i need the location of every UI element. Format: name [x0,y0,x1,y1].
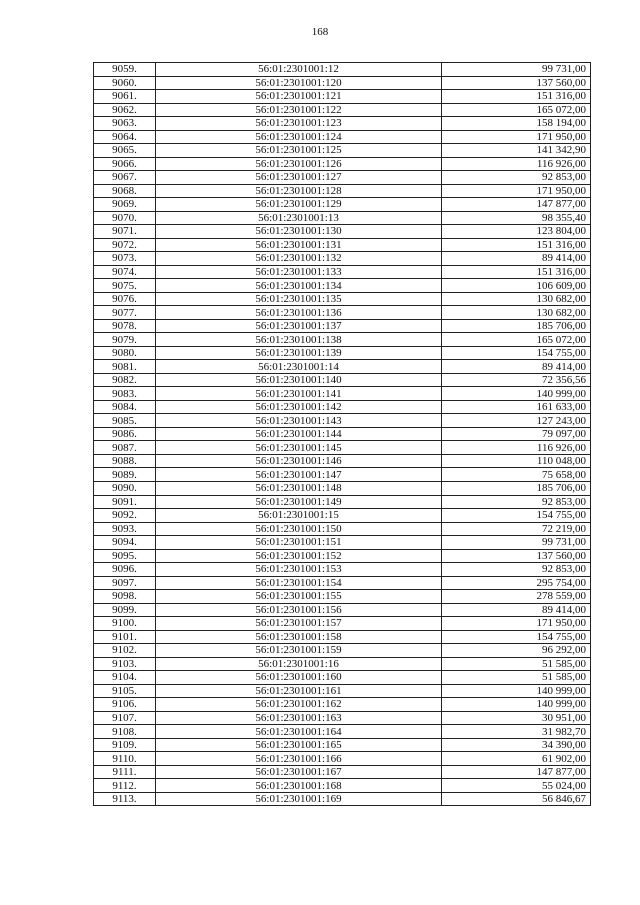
table-row [94,563,591,577]
cadastral-number-cell: 56:01:2301001:134 [156,279,442,293]
value-cell: 185 706,00 [442,481,591,495]
row-number-cell: 9091. [94,495,156,509]
row-number-cell: 9107. [94,711,156,725]
value-cell: 79 097,00 [442,427,591,441]
cadastral-number-cell: 56:01:2301001:152 [156,549,442,563]
value-cell: 110 048,00 [442,454,591,468]
table-row [94,644,591,658]
cadastral-number-cell: 56:01:2301001:131 [156,238,442,252]
value-cell: 137 560,00 [442,76,591,90]
table-row [94,292,591,306]
cadastral-number-cell: 56:01:2301001:16 [156,657,442,671]
value-cell: 278 559,00 [442,590,591,604]
value-cell: 96 292,00 [442,644,591,658]
value-cell: 56 846,67 [442,792,591,806]
table-row [94,441,591,455]
cadastral-number-cell: 56:01:2301001:165 [156,738,442,752]
row-number-cell: 9086. [94,427,156,441]
table-row [94,481,591,495]
row-number-cell: 9089. [94,468,156,482]
table-row [94,400,591,414]
value-cell: 171 950,00 [442,184,591,198]
value-cell: 51 585,00 [442,671,591,685]
row-number-cell: 9074. [94,265,156,279]
value-cell: 165 072,00 [442,333,591,347]
row-number-cell: 9065. [94,144,156,158]
table-row [94,265,591,279]
value-cell: 154 755,00 [442,509,591,523]
row-number-cell: 9066. [94,157,156,171]
cadastral-number-cell: 56:01:2301001:12 [156,63,442,77]
table-row [94,387,591,401]
cadastral-number-cell: 56:01:2301001:156 [156,603,442,617]
row-number-cell: 9076. [94,292,156,306]
cadastral-number-cell: 56:01:2301001:133 [156,265,442,279]
cadastral-number-cell: 56:01:2301001:163 [156,711,442,725]
table-row [94,76,591,90]
table-row [94,130,591,144]
cadastral-number-cell: 56:01:2301001:166 [156,752,442,766]
value-cell: 147 877,00 [442,765,591,779]
table-row [94,549,591,563]
row-number-cell: 9062. [94,103,156,117]
table-row [94,711,591,725]
row-number-cell: 9072. [94,238,156,252]
table-row [94,779,591,793]
table-row [94,765,591,779]
row-number-cell: 9090. [94,481,156,495]
cadastral-number-cell: 56:01:2301001:136 [156,306,442,320]
cadastral-table [93,62,591,806]
cadastral-number-cell: 56:01:2301001:151 [156,536,442,550]
cadastral-number-cell: 56:01:2301001:161 [156,684,442,698]
value-cell: 130 682,00 [442,306,591,320]
value-cell: 72 219,00 [442,522,591,536]
value-cell: 99 731,00 [442,63,591,77]
cadastral-number-cell: 56:01:2301001:147 [156,468,442,482]
row-number-cell: 9101. [94,630,156,644]
table-row [94,725,591,739]
row-number-cell: 9081. [94,360,156,374]
row-number-cell: 9087. [94,441,156,455]
value-cell: 161 633,00 [442,400,591,414]
table-row [94,157,591,171]
cadastral-number-cell: 56:01:2301001:155 [156,590,442,604]
cadastral-number-cell: 56:01:2301001:15 [156,509,442,523]
table-row [94,360,591,374]
value-cell: 165 072,00 [442,103,591,117]
cadastral-number-cell: 56:01:2301001:167 [156,765,442,779]
row-number-cell: 9077. [94,306,156,320]
cadastral-number-cell: 56:01:2301001:138 [156,333,442,347]
cadastral-number-cell: 56:01:2301001:132 [156,252,442,266]
value-cell: 151 316,00 [442,90,591,104]
table-row [94,603,591,617]
row-number-cell: 9108. [94,725,156,739]
table-row [94,346,591,360]
row-number-cell: 9111. [94,765,156,779]
row-number-cell: 9085. [94,414,156,428]
value-cell: 51 585,00 [442,657,591,671]
value-cell: 130 682,00 [442,292,591,306]
value-cell: 171 950,00 [442,617,591,631]
row-number-cell: 9059. [94,63,156,77]
value-cell: 171 950,00 [442,130,591,144]
table-row [94,495,591,509]
table-row [94,698,591,712]
table-row [94,468,591,482]
row-number-cell: 9068. [94,184,156,198]
table-row [94,576,591,590]
row-number-cell: 9100. [94,617,156,631]
value-cell: 116 926,00 [442,441,591,455]
table-row [94,414,591,428]
row-number-cell: 9110. [94,752,156,766]
value-cell: 147 877,00 [442,198,591,212]
row-number-cell: 9106. [94,698,156,712]
table-row [94,252,591,266]
row-number-cell: 9102. [94,644,156,658]
row-number-cell: 9098. [94,590,156,604]
value-cell: 154 755,00 [442,630,591,644]
table-row [94,657,591,671]
value-cell: 123 804,00 [442,225,591,239]
value-cell: 89 414,00 [442,360,591,374]
cadastral-number-cell: 56:01:2301001:141 [156,387,442,401]
table-row [94,671,591,685]
cadastral-number-cell: 56:01:2301001:139 [156,346,442,360]
row-number-cell: 9063. [94,117,156,131]
cadastral-number-cell: 56:01:2301001:153 [156,563,442,577]
value-cell: 92 853,00 [442,171,591,185]
cadastral-number-cell: 56:01:2301001:154 [156,576,442,590]
cadastral-number-cell: 56:01:2301001:150 [156,522,442,536]
cadastral-number-cell: 56:01:2301001:125 [156,144,442,158]
value-cell: 55 024,00 [442,779,591,793]
value-cell: 89 414,00 [442,252,591,266]
cadastral-number-cell: 56:01:2301001:140 [156,373,442,387]
table-row [94,319,591,333]
cadastral-number-cell: 56:01:2301001:164 [156,725,442,739]
cadastral-number-cell: 56:01:2301001:144 [156,427,442,441]
table-row [94,536,591,550]
value-cell: 34 390,00 [442,738,591,752]
row-number-cell: 9084. [94,400,156,414]
table-row [94,211,591,225]
cadastral-number-cell: 56:01:2301001:128 [156,184,442,198]
cadastral-number-cell: 56:01:2301001:145 [156,441,442,455]
row-number-cell: 9073. [94,252,156,266]
cadastral-number-cell: 56:01:2301001:14 [156,360,442,374]
value-cell: 92 853,00 [442,563,591,577]
table-row [94,238,591,252]
cadastral-number-cell: 56:01:2301001:160 [156,671,442,685]
value-cell: 127 243,00 [442,414,591,428]
table-row [94,509,591,523]
row-number-cell: 9093. [94,522,156,536]
value-cell: 141 342,90 [442,144,591,158]
row-number-cell: 9095. [94,549,156,563]
cadastral-number-cell: 56:01:2301001:122 [156,103,442,117]
table-row [94,198,591,212]
cadastral-number-cell: 56:01:2301001:159 [156,644,442,658]
row-number-cell: 9103. [94,657,156,671]
value-cell: 106 609,00 [442,279,591,293]
row-number-cell: 9075. [94,279,156,293]
table-row [94,617,591,631]
row-number-cell: 9078. [94,319,156,333]
cadastral-number-cell: 56:01:2301001:130 [156,225,442,239]
table-row [94,184,591,198]
cadastral-number-cell: 56:01:2301001:124 [156,130,442,144]
cadastral-number-cell: 56:01:2301001:143 [156,414,442,428]
cadastral-number-cell: 56:01:2301001:148 [156,481,442,495]
row-number-cell: 9082. [94,373,156,387]
cadastral-number-cell: 56:01:2301001:13 [156,211,442,225]
cadastral-number-cell: 56:01:2301001:123 [156,117,442,131]
row-number-cell: 9113. [94,792,156,806]
table-row [94,225,591,239]
row-number-cell: 9080. [94,346,156,360]
cadastral-number-cell: 56:01:2301001:149 [156,495,442,509]
value-cell: 116 926,00 [442,157,591,171]
value-cell: 61 902,00 [442,752,591,766]
row-number-cell: 9105. [94,684,156,698]
row-number-cell: 9069. [94,198,156,212]
row-number-cell: 9094. [94,536,156,550]
cadastral-number-cell: 56:01:2301001:126 [156,157,442,171]
cadastral-number-cell: 56:01:2301001:142 [156,400,442,414]
table-row [94,684,591,698]
value-cell: 72 356,56 [442,373,591,387]
value-cell: 137 560,00 [442,549,591,563]
value-cell: 158 194,00 [442,117,591,131]
cadastral-number-cell: 56:01:2301001:135 [156,292,442,306]
cadastral-number-cell: 56:01:2301001:158 [156,630,442,644]
table-row [94,454,591,468]
cadastral-number-cell: 56:01:2301001:169 [156,792,442,806]
value-cell: 185 706,00 [442,319,591,333]
cadastral-number-cell: 56:01:2301001:129 [156,198,442,212]
value-cell: 151 316,00 [442,265,591,279]
cadastral-number-cell: 56:01:2301001:127 [156,171,442,185]
cadastral-number-cell: 56:01:2301001:121 [156,90,442,104]
value-cell: 30 951,00 [442,711,591,725]
table-row [94,117,591,131]
value-cell: 99 731,00 [442,536,591,550]
row-number-cell: 9096. [94,563,156,577]
value-cell: 75 658,00 [442,468,591,482]
row-number-cell: 9109. [94,738,156,752]
row-number-cell: 9079. [94,333,156,347]
value-cell: 98 355,40 [442,211,591,225]
value-cell: 140 999,00 [442,698,591,712]
value-cell: 140 999,00 [442,684,591,698]
row-number-cell: 9097. [94,576,156,590]
table-row [94,427,591,441]
page-number: 168 [311,26,329,38]
table-row [94,279,591,293]
row-number-cell: 9071. [94,225,156,239]
table-row [94,373,591,387]
cadastral-number-cell: 56:01:2301001:146 [156,454,442,468]
value-cell: 31 982,70 [442,725,591,739]
value-cell: 295 754,00 [442,576,591,590]
table-row [94,144,591,158]
row-number-cell: 9092. [94,509,156,523]
value-cell: 154 755,00 [442,346,591,360]
row-number-cell: 9064. [94,130,156,144]
row-number-cell: 9099. [94,603,156,617]
value-cell: 151 316,00 [442,238,591,252]
table-body [94,63,591,806]
table-row [94,63,591,77]
row-number-cell: 9061. [94,90,156,104]
table-row [94,90,591,104]
cadastral-number-cell: 56:01:2301001:137 [156,319,442,333]
table-row [94,333,591,347]
table-row [94,630,591,644]
table-row [94,306,591,320]
table-row [94,590,591,604]
cadastral-number-cell: 56:01:2301001:157 [156,617,442,631]
row-number-cell: 9060. [94,76,156,90]
row-number-cell: 9070. [94,211,156,225]
value-cell: 140 999,00 [442,387,591,401]
cadastral-number-cell: 56:01:2301001:162 [156,698,442,712]
row-number-cell: 9104. [94,671,156,685]
table-row [94,738,591,752]
table-row [94,792,591,806]
value-cell: 89 414,00 [442,603,591,617]
row-number-cell: 9067. [94,171,156,185]
table-row [94,522,591,536]
table-row [94,752,591,766]
row-number-cell: 9083. [94,387,156,401]
cadastral-number-cell: 56:01:2301001:168 [156,779,442,793]
value-cell: 92 853,00 [442,495,591,509]
table-row [94,103,591,117]
row-number-cell: 9112. [94,779,156,793]
cadastral-number-cell: 56:01:2301001:120 [156,76,442,90]
table-row [94,171,591,185]
row-number-cell: 9088. [94,454,156,468]
